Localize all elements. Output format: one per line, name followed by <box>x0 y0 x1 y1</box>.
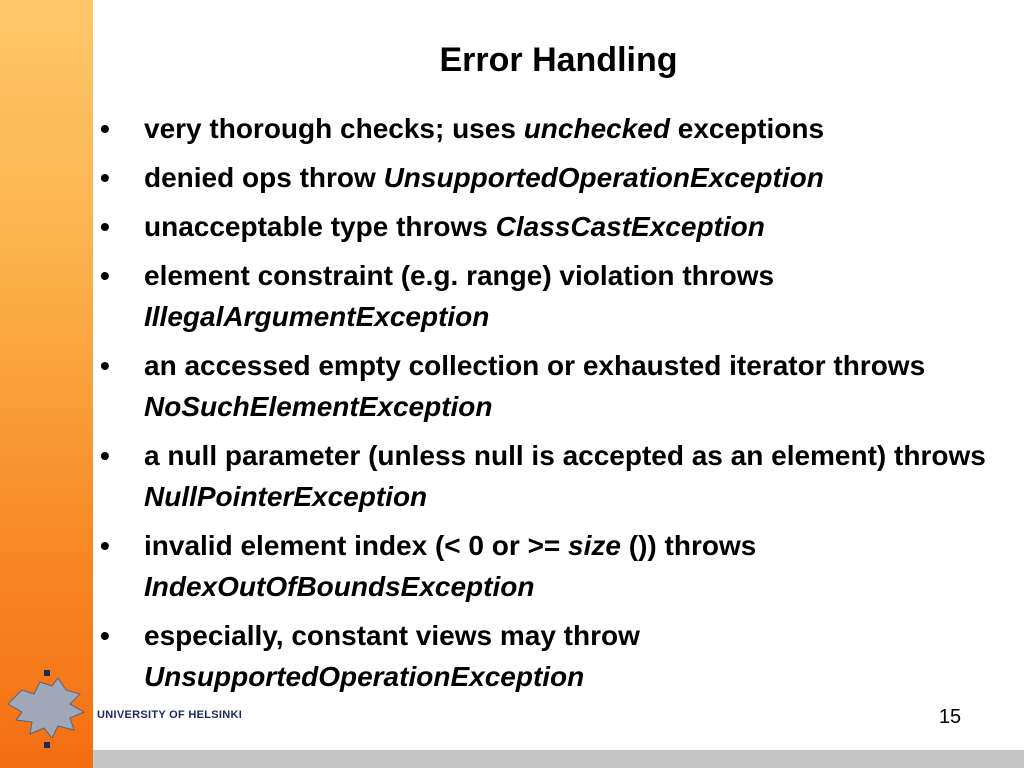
bullet-item <box>100 255 1000 337</box>
university-name: UNIVERSITY OF HELSINKI <box>97 709 243 721</box>
bullet-text: unacceptable type throws <box>144 211 496 242</box>
footer-bar <box>0 750 1024 768</box>
bullet-dot: • <box>100 440 110 471</box>
bullet-dot: • <box>100 260 110 291</box>
bullet-emphasis: unchecked <box>523 113 670 144</box>
bullet-list <box>100 108 1000 705</box>
bullet-item <box>100 345 1000 427</box>
bullet-text: invalid element index (< 0 or >= <box>144 530 569 561</box>
bullet-item <box>100 157 1000 198</box>
bullet-item <box>100 108 1000 149</box>
orange-side-band <box>0 0 93 768</box>
bullet-dot: • <box>100 162 110 193</box>
bullet-text: ()) throws <box>620 530 757 561</box>
bullet-item <box>100 525 1000 607</box>
bullet-dot: • <box>100 620 110 651</box>
bullet-emphasis: NoSuchElementException <box>144 391 493 422</box>
bullet-dot: • <box>100 211 110 242</box>
bullet-emphasis: NullPointerException <box>144 481 428 512</box>
bullet-item <box>100 206 1000 247</box>
slide-title: Error Handling <box>439 41 678 79</box>
bullet-text: especially, constant views may throw <box>144 620 640 651</box>
bullet-dot: • <box>100 350 110 381</box>
bullet-emphasis: size <box>568 530 621 561</box>
bullet-text: exceptions <box>669 113 825 144</box>
bullet-item <box>100 615 1000 697</box>
page-number: 15 <box>938 706 962 728</box>
bullet-text: an accessed empty collection or exhausted iterator throws <box>144 350 926 381</box>
footer-bar-orange <box>0 750 93 768</box>
bullet-text: element constraint (e.g. range) violation throws <box>144 260 775 291</box>
bullet-text: denied ops throw <box>144 162 384 193</box>
bullet-emphasis: UnsupportedOperationException <box>383 162 824 193</box>
bullet-emphasis: ClassCastException <box>495 211 765 242</box>
bullet-emphasis: IllegalArgumentException <box>144 301 490 332</box>
bullet-emphasis: IndexOutOfBoundsException <box>144 571 535 602</box>
university-logo <box>0 660 93 750</box>
bullet-text: a null parameter (unless null is accepted as an element) throws <box>144 440 986 471</box>
bullet-text: very thorough checks; uses <box>144 113 524 144</box>
helsinki-lion-logo-icon <box>0 660 93 750</box>
bullet-item <box>100 435 1000 517</box>
bullet-dot: • <box>100 530 110 561</box>
bullet-emphasis: UnsupportedOperationException <box>144 661 585 692</box>
bullet-dot: • <box>100 113 110 144</box>
